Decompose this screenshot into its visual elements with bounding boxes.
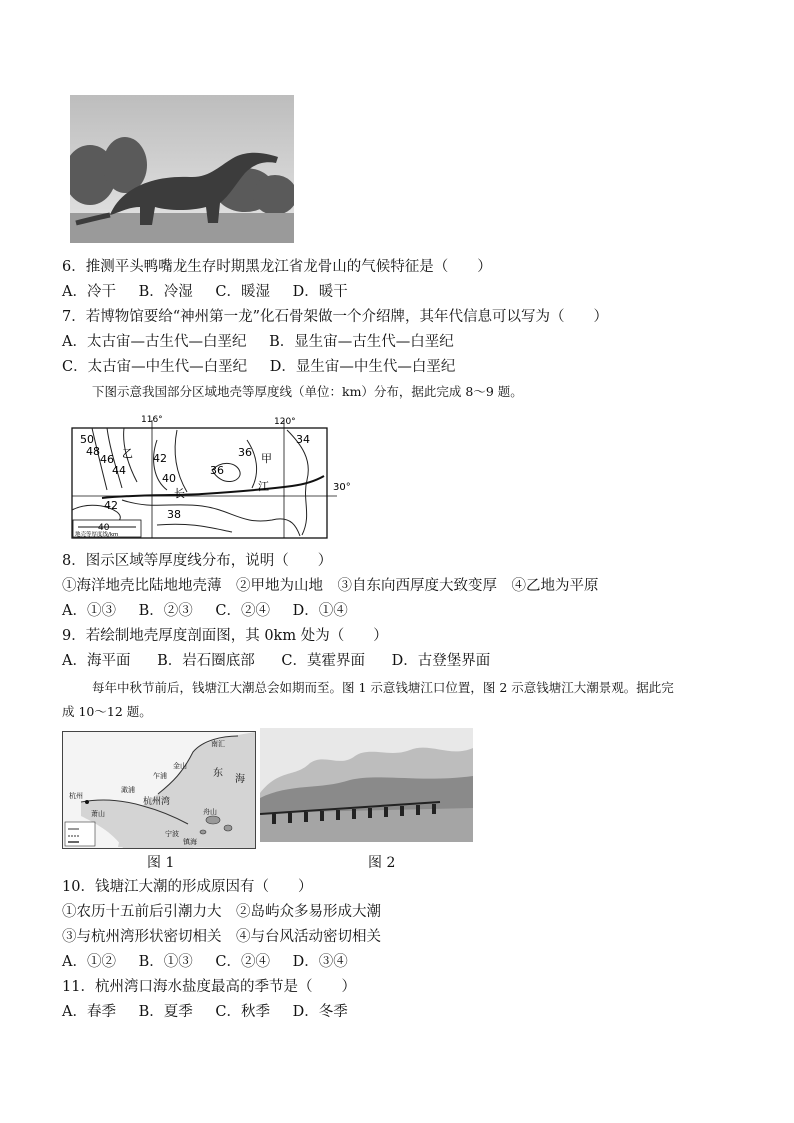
lon-116-label: 116° xyxy=(141,415,163,425)
contour-label-42: 42 xyxy=(153,452,167,465)
question-10-statements-row2: ③与杭州湾形状密切相关 ④与台风活动密切相关 xyxy=(62,929,381,945)
river-label-jiang: 江 xyxy=(258,480,269,493)
question-10-statements-row1: ①农历十五前后引潮力大 ②岛屿众多易形成大潮 xyxy=(62,904,381,920)
question-7-stem: 7．若博物馆要给“神州第一龙”化石骨架做一个介绍牌，其年代信息可以写为（ ） xyxy=(62,309,609,325)
place-jia: 甲 xyxy=(261,452,272,465)
label-zhapu: 乍浦 xyxy=(153,772,167,780)
contour-label-44: 44 xyxy=(112,464,126,477)
option-d[interactable]: D．古登堡界面 xyxy=(391,653,491,669)
legend-text: 地壳等厚度线/km xyxy=(75,532,119,538)
question-6-options xyxy=(62,282,366,302)
question-7-options-row1 xyxy=(62,332,472,352)
option-d[interactable]: D．显生宙—中生代—白垩纪 xyxy=(269,359,456,375)
label-hai: 海 xyxy=(235,774,245,785)
option-a[interactable]: A．太古宙—古生代—白垩纪 xyxy=(62,334,247,350)
question-11-stem: 11．杭州湾口海水盐度最高的季节是（ ） xyxy=(62,979,356,995)
tidal-bore-photo xyxy=(260,728,473,842)
option-d[interactable]: D．冬季 xyxy=(292,1004,348,1020)
option-d[interactable]: D．③④ xyxy=(292,954,348,970)
label-jinshan: 金山 xyxy=(173,762,187,770)
contour-label-34: 34 xyxy=(296,433,310,446)
contour-label-46: 46 xyxy=(100,453,114,466)
contour-label-36a: 36 xyxy=(210,464,224,477)
option-c[interactable]: C．莫霍界面 xyxy=(281,653,365,669)
intro-10-12-line1: 每年中秋节前后，钱塘江大潮总会如期而至。图 1 示意钱塘江口位置，图 2 示意钱塘江大潮景观。据此完 xyxy=(92,680,674,695)
label-hangzhou-bay: 杭州湾 xyxy=(143,797,171,807)
question-9-options xyxy=(62,651,508,671)
question-8-options xyxy=(62,601,366,621)
option-c[interactable]: C．②④ xyxy=(215,603,270,619)
question-7-options-row2 xyxy=(62,357,473,377)
qiantang-estuary-map xyxy=(62,731,256,849)
label-ganpu: 澉浦 xyxy=(121,786,135,794)
contour-label-48: 48 xyxy=(86,445,100,458)
label-zhenhai: 镇海 xyxy=(183,838,197,846)
lon-120-label: 120° xyxy=(274,417,296,427)
option-c[interactable]: C．②④ xyxy=(215,954,270,970)
contour-label-50: 50 xyxy=(80,433,94,446)
contour-label-40: 40 xyxy=(162,472,176,485)
contour-label-38: 38 xyxy=(167,508,181,521)
figure-1-caption: 图 1 xyxy=(147,855,175,871)
option-b[interactable]: B．冷湿 xyxy=(138,284,193,300)
option-b[interactable]: B．夏季 xyxy=(138,1004,193,1020)
river-label-chang: 长 xyxy=(174,487,185,500)
dinosaur-photo xyxy=(70,95,294,243)
option-a[interactable]: A．春季 xyxy=(62,1004,116,1020)
contour-label-42b: 42 xyxy=(104,499,118,512)
option-b[interactable]: B．①③ xyxy=(138,954,193,970)
label-ningbo: 宁波 xyxy=(165,830,179,838)
intro-10-12-line2: 成 10～12 题。 xyxy=(62,704,152,719)
option-c[interactable]: C．暖湿 xyxy=(215,284,270,300)
place-yi: 乙 xyxy=(122,447,133,460)
option-c[interactable]: C．太古宙—中生代—白垩纪 xyxy=(62,359,248,375)
option-b[interactable]: B．岩石圈底部 xyxy=(157,653,255,669)
option-a[interactable]: A．海平面 xyxy=(62,653,131,669)
crust-thickness-map xyxy=(62,410,362,542)
option-d[interactable]: D．暖干 xyxy=(292,284,348,300)
option-d[interactable]: D．①④ xyxy=(292,603,348,619)
question-9-stem: 9．若绘制地壳厚度剖面图，其 0km 处为（ ） xyxy=(62,628,388,644)
label-nanhui: 南汇 xyxy=(211,740,225,748)
option-a[interactable]: A．①② xyxy=(62,954,116,970)
lat-30-label: 30° xyxy=(333,482,351,493)
label-xiaoshan: 萧山 xyxy=(91,810,105,818)
figure-2-caption: 图 2 xyxy=(368,855,396,871)
question-8-statements: ①海洋地壳比陆地地壳薄 ②甲地为山地 ③自东向西厚度大致变厚 ④乙地为平原 xyxy=(62,578,599,594)
question-10-stem: 10．钱塘江大潮的形成原因有（ ） xyxy=(62,879,313,895)
label-dong: 东 xyxy=(213,768,223,779)
question-6-stem: 6．推测平头鸭嘴龙生存时期黑龙江省龙骨山的气候特征是（ ） xyxy=(62,259,492,275)
question-10-options xyxy=(62,952,366,972)
intro-8-9: 下图示意我国部分区域地壳等厚度线（单位：km）分布，据此完成 8～9 题。 xyxy=(92,384,523,399)
label-zhoushan: 舟山 xyxy=(203,808,217,816)
question-8-stem: 8．图示区域等厚度线分布，说明（ ） xyxy=(62,553,333,569)
question-11-options xyxy=(62,1002,366,1022)
contour-label-36b: 36 xyxy=(238,446,252,459)
option-b[interactable]: B．②③ xyxy=(138,603,193,619)
option-b[interactable]: B．显生宙—古生代—白垩纪 xyxy=(269,334,454,350)
label-hangzhou: 杭州 xyxy=(69,792,83,800)
option-a[interactable]: A．冷干 xyxy=(62,284,116,300)
option-a[interactable]: A．①③ xyxy=(62,603,116,619)
option-c[interactable]: C．秋季 xyxy=(215,1004,270,1020)
legend-value: 40 xyxy=(98,523,110,533)
